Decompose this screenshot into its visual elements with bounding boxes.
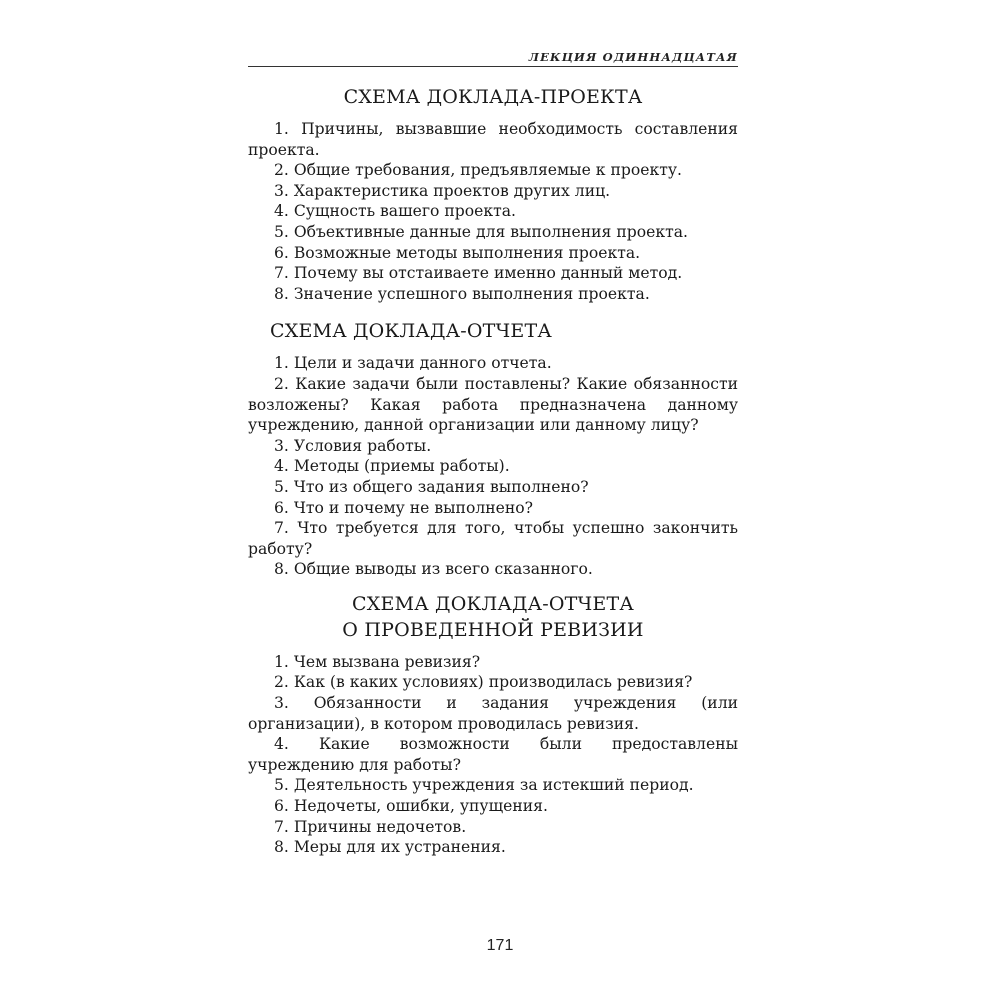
page-number: 171 — [486, 937, 514, 954]
list-item: 3. Характеристика проектов других лиц. — [274, 181, 611, 200]
list-item: 7. Почему вы отстаиваете именно данный метод. — [274, 264, 683, 283]
running-head: ЛЕКЦИЯ ОДИННАДЦАТАЯ — [528, 50, 738, 64]
list-item: 1. Цели и задачи данного отчета. — [274, 354, 552, 373]
list-item: 6. Возможные методы выполнения проекта. — [274, 243, 641, 262]
list-item: 1. Чем вызвана ревизия? — [274, 652, 481, 671]
list-item: 5. Объективные данные для выполнения проекта. — [274, 222, 688, 241]
list-item: 7. Причины недочетов. — [274, 817, 467, 836]
section-title: СХЕМА ДОКЛАДА-ОТЧЕТА — [352, 592, 634, 615]
list-item: 2. Общие требования, предъявляемые к проекту. — [274, 161, 682, 180]
list-item: 8. Общие выводы из всего сказанного. — [274, 560, 593, 579]
list-item: 8. Меры для их устранения. — [274, 838, 506, 857]
list-item: 6. Что и почему не выполнено? — [274, 498, 534, 517]
list-item: 4. Методы (приемы работы). — [274, 457, 510, 476]
list-item: 4. Сущность вашего проекта. — [274, 202, 516, 221]
list-item: 2. Какие задачи были поставлены? Какие обязанности возложены? Какая работа предназначена данному учреждению, данной организации или данному лицу? — [248, 374, 738, 435]
list-item: 7. Что требуется для того, чтобы успешно закончить работу? — [248, 519, 738, 558]
section-title-line-2: О ПРОВЕДЕННОЙ РЕВИЗИИ — [342, 618, 644, 641]
list-item: 3. Условия работы. — [274, 436, 432, 455]
progress-report-list — [248, 353, 738, 580]
page-content — [248, 84, 738, 858]
list-item: 1. Причины, вызвавшие необходимость составления проекта. — [248, 120, 738, 159]
section-title: СХЕМА ДОКЛАДА-ПРОЕКТА — [343, 86, 643, 108]
audit-report-list — [248, 652, 738, 858]
project-report-list — [248, 119, 738, 304]
list-item: 3. Обязанности и задания учреждения (или организации), в котором проводилась ревизия. — [248, 694, 738, 733]
list-item: 8. Значение успешного выполнения проекта. — [274, 284, 650, 303]
list-item: 4. Какие возможности были предоставлены учреждению для работы? — [248, 735, 738, 774]
list-item: 2. Как (в каких условиях) производилась ревизия? — [274, 673, 693, 692]
list-item: 5. Деятельность учреждения за истекший период. — [274, 776, 694, 795]
list-item: 5. Что из общего задания выполнено? — [274, 477, 589, 496]
list-item: 6. Недочеты, ошибки, упущения. — [274, 797, 548, 816]
section-title: СХЕМА ДОКЛАДА-ОТЧЕТА — [270, 320, 552, 343]
header-rule — [248, 66, 738, 67]
